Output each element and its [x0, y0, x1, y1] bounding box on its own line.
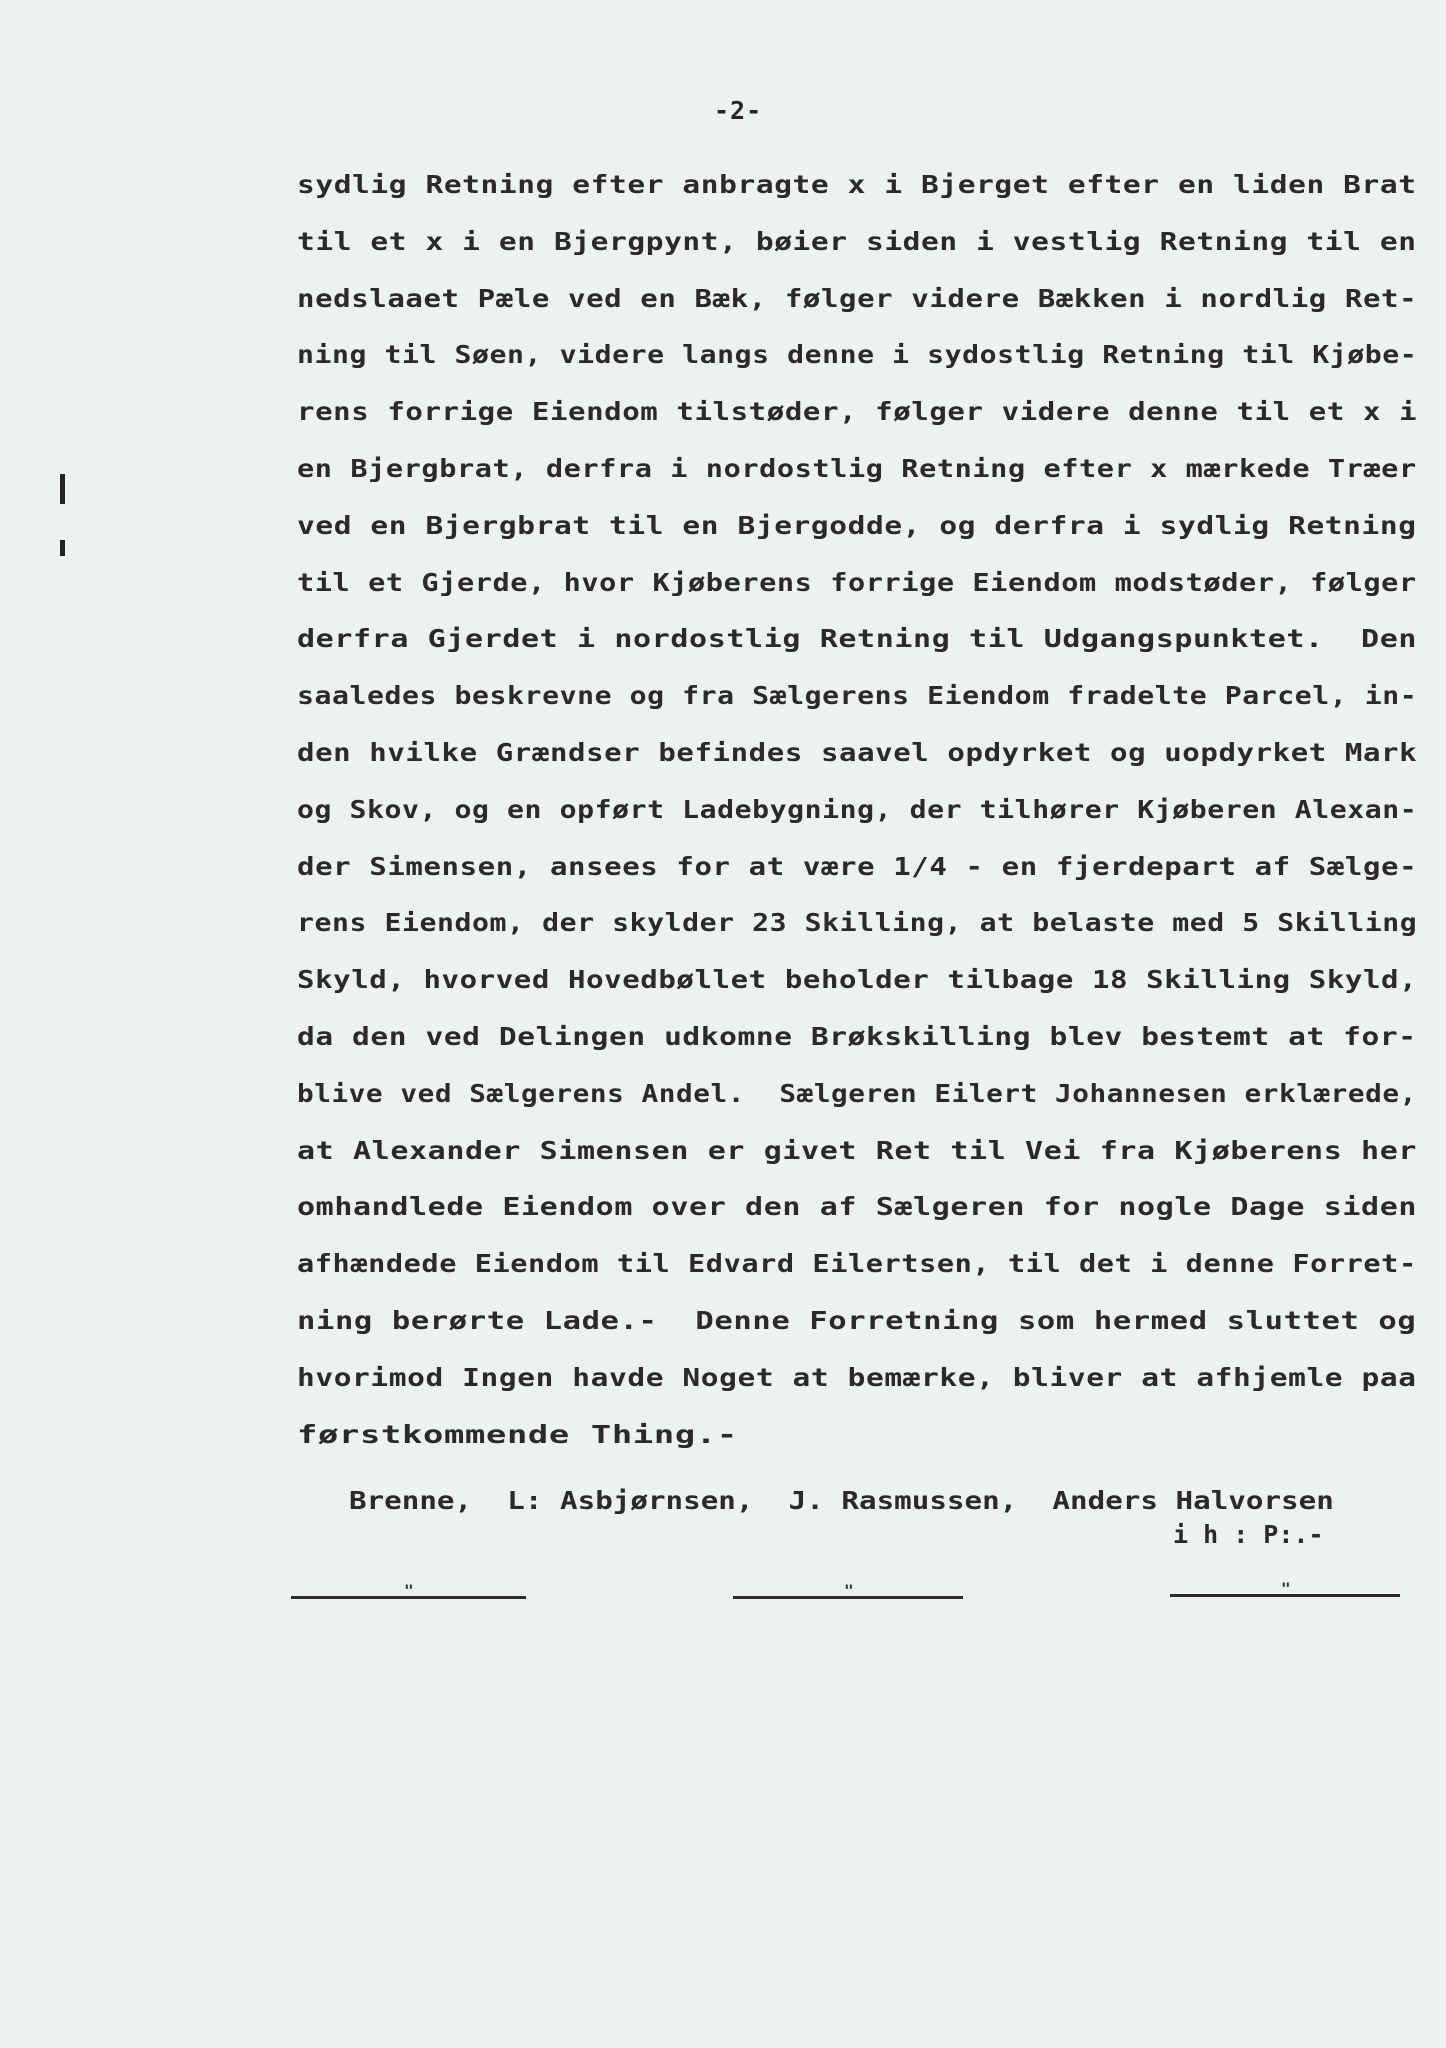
body-line: førstkommende Thing.- — [297, 1419, 738, 1449]
body-line: rens Eiendom, der skylder 23 Skilling, at belaste med 5 Skilling — [297, 908, 1418, 938]
body-line: ning berørte Lade.- Denne Forretning som hermed sluttet og — [297, 1306, 1417, 1335]
body-line: den hvilke Grændser befindes saavel opdyrket og uopdyrket Mark — [297, 738, 1418, 767]
body-line: at Alexander Simensen er givet Ret til Vei fra Kjøberens her — [297, 1135, 1418, 1165]
ditto-mark: " — [404, 1581, 414, 1600]
body-line: Skyld, hvorved Hovedbøllet beholder tilbage 18 Skilling Skyld, — [297, 965, 1418, 995]
margin-mark — [60, 474, 65, 504]
body-line: hvorimod Ingen havde Noget at bemærke, bliver at afhjemle paa — [297, 1362, 1417, 1392]
ditto-mark: " — [1281, 1579, 1291, 1598]
margin-mark — [60, 540, 65, 556]
signature-names: Brenne, L: Asbjørnsen, J. Rasmussen, Anders Halvorsen — [349, 1486, 1334, 1515]
body-line: derfra Gjerdet i nordostlig Retning til Udgangspunktet. Den — [297, 624, 1418, 654]
body-line: og Skov, og en opført Ladebygning, der tilhører Kjøberen Alexan- — [297, 794, 1418, 824]
body-line: ved en Bjergbrat til en Bjergodde, og derfra i sydlig Retning — [297, 510, 1417, 540]
body-line: sydlig Retning efter anbragte x i Bjerget efter en liden Brat — [297, 170, 1417, 199]
body-line: rens forrige Eiendom tilstøder, følger videre denne til et x i — [297, 397, 1418, 427]
body-line: afhændede Eiendom til Edvard Eilertsen, til det i denne Forret- — [297, 1249, 1417, 1279]
body-line: der Simensen, ansees for at være 1/4 - en fjerdepart af Sælge- — [297, 851, 1418, 881]
body-line: til et Gjerde, hvor Kjøberens forrige Eiendom modstøder, følger — [297, 567, 1417, 597]
body-line: nedslaaet Pæle ved en Bæk, følger videre Bækken i nordlig Ret- — [297, 283, 1418, 313]
signature-suffix: i h : P:.- — [1173, 1520, 1324, 1549]
body-line: til et x i en Bjergpynt, bøier siden i vestlig Retning til en — [297, 226, 1417, 256]
body-line: en Bjergbrat, derfra i nordostlig Retning efter x mærkede Træer — [297, 454, 1417, 483]
page-number: -2- — [714, 96, 763, 125]
ditto-mark: " — [844, 1581, 854, 1600]
body-line: omhandlede Eiendom over den af Sælgeren for nogle Dage siden — [297, 1192, 1418, 1222]
body-line: ning til Søen, videre langs denne i sydostlig Retning til Kjøbe- — [297, 340, 1418, 370]
body-line: blive ved Sælgerens Andel. Sælgeren Eilert Johannesen erklærede, — [297, 1078, 1417, 1108]
body-line: saaledes beskrevne og fra Sælgerens Eiendom fradelte Parcel, in- — [297, 681, 1418, 711]
body-line: da den ved Delingen udkomne Brøkskilling blev bestemt at for- — [297, 1022, 1417, 1051]
